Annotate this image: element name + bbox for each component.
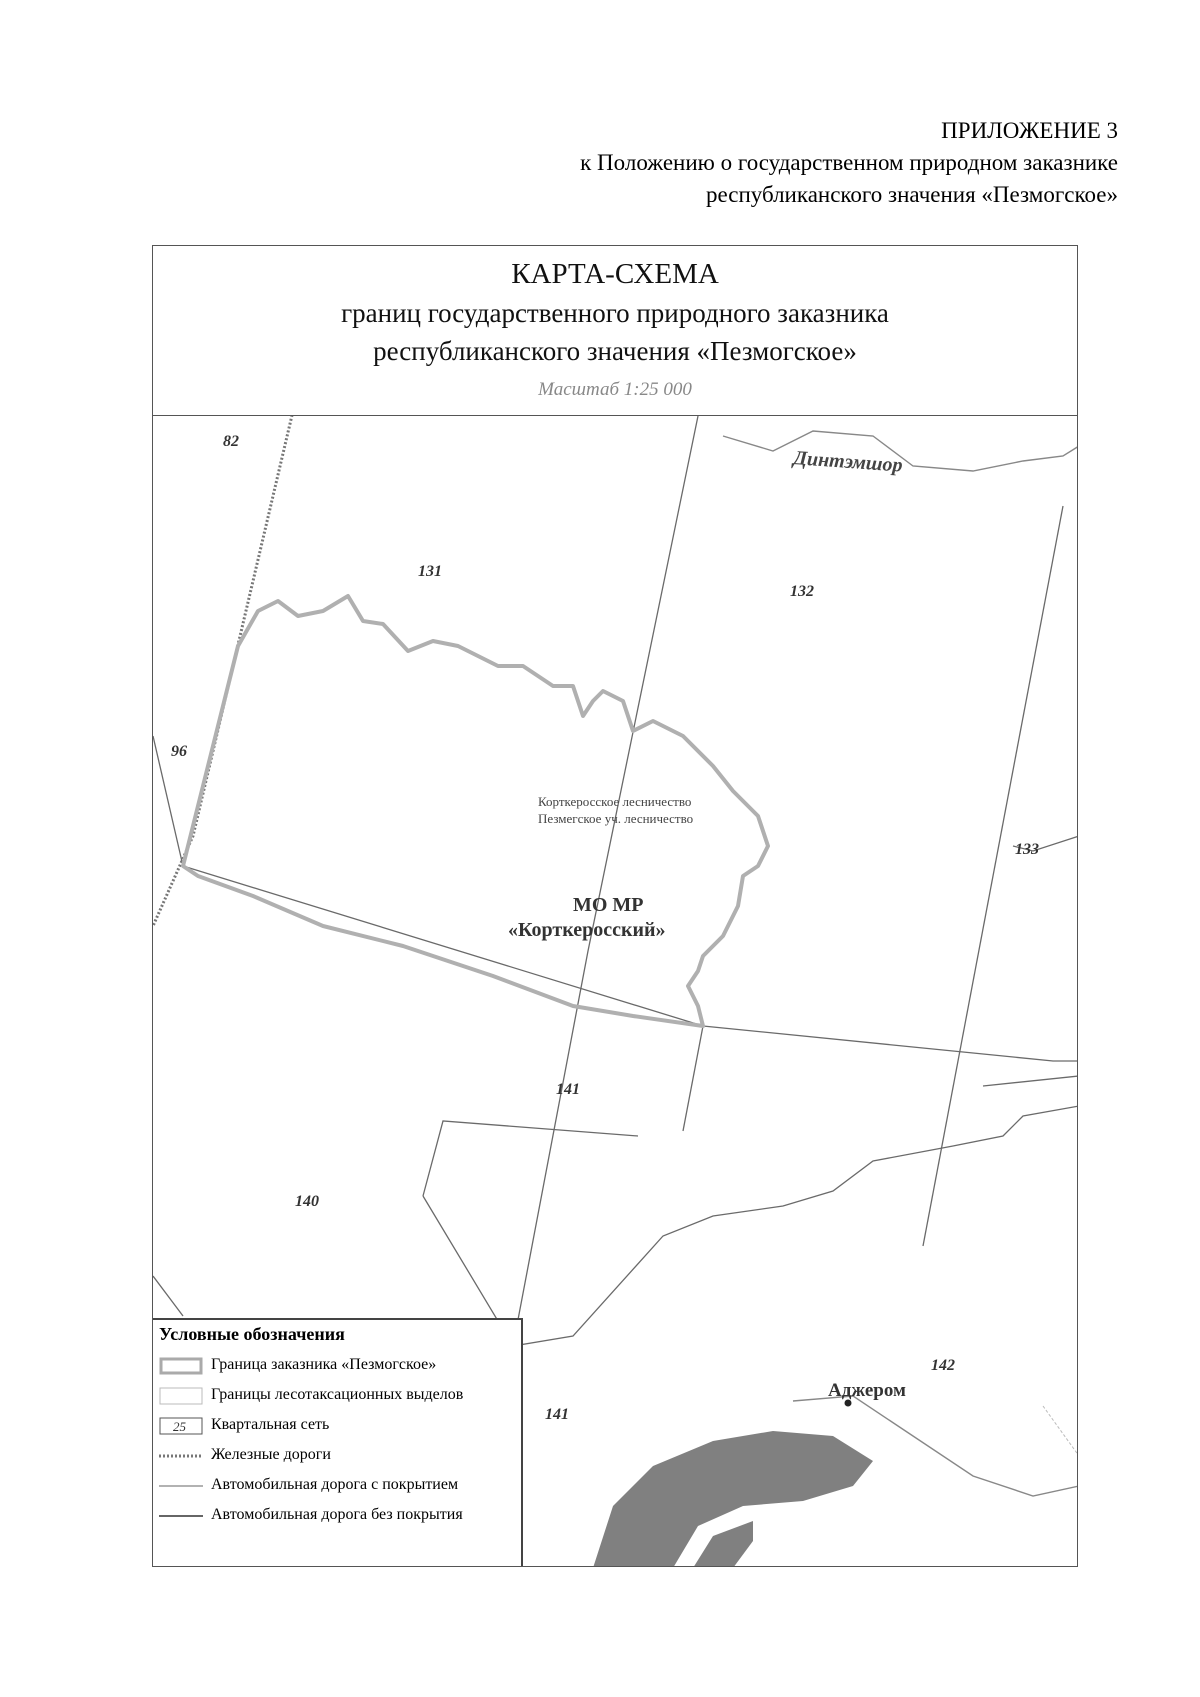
quarter-grid-symbol bbox=[159, 1417, 203, 1435]
quarter-number: 133 bbox=[1015, 841, 1039, 858]
legend-item bbox=[153, 1504, 523, 1530]
village-name: Аджером bbox=[828, 1380, 906, 1401]
map-legend bbox=[153, 1318, 523, 1566]
reserve-boundary-symbol bbox=[159, 1357, 203, 1375]
quarter-number: 131 bbox=[418, 563, 442, 580]
river-arm bbox=[693, 1521, 753, 1567]
legend-item bbox=[153, 1444, 523, 1470]
map-subtitle-line1: границ государственного природного заказника bbox=[341, 298, 889, 328]
quarter-number: 132 bbox=[790, 583, 814, 600]
municipality-label: МО МР bbox=[573, 894, 644, 916]
quarter-number: 141 bbox=[545, 1406, 569, 1423]
quarter-grid-sample: 25 bbox=[173, 1419, 186, 1434]
legend-label: Автомобильная дорога без покрытия bbox=[211, 1506, 463, 1523]
quarter-number: 141 bbox=[556, 1081, 580, 1098]
grid-line-east-tick-2 bbox=[983, 1076, 1078, 1086]
paved-road-symbol bbox=[159, 1477, 203, 1495]
grid-line-141-east bbox=[683, 1026, 703, 1131]
legend-item bbox=[153, 1474, 523, 1500]
quarter-number: 140 bbox=[295, 1193, 319, 1210]
municipality-name: «Корткеросский» bbox=[508, 919, 666, 941]
railway-symbol bbox=[159, 1447, 203, 1465]
grid-line-142 bbox=[423, 1106, 1078, 1346]
map-title-block bbox=[153, 246, 1077, 416]
quarter-number: 142 bbox=[931, 1357, 955, 1374]
forestry-sublabel: Пезмегское уч. лесничество bbox=[538, 811, 694, 826]
grid-line-132-133 bbox=[923, 506, 1063, 1246]
river-bank-dotted bbox=[1043, 1406, 1078, 1456]
grid-line-141-south bbox=[423, 1121, 638, 1196]
forestry-label: Корткеросское лесничество bbox=[538, 794, 692, 809]
quarter-number: 82 bbox=[223, 433, 239, 450]
quarter-grid bbox=[153, 416, 1078, 1346]
legend-item bbox=[153, 1414, 523, 1440]
grid-line-131-132 bbox=[513, 416, 698, 1346]
legend-label: Граница заказника «Пезмогское» bbox=[211, 1356, 437, 1373]
quarter-number: 96 bbox=[171, 743, 187, 760]
swamp-name: Динтэмшор bbox=[792, 447, 904, 477]
grid-line-sw bbox=[153, 1276, 183, 1316]
map-frame bbox=[152, 245, 1078, 1567]
map-scale: Масштаб 1:25 000 bbox=[538, 379, 692, 400]
legend-title: Условные обозначения bbox=[159, 1324, 345, 1344]
appendix-number: ПРИЛОЖЕНИЕ 3 bbox=[941, 118, 1118, 143]
railway-line bbox=[153, 411, 293, 926]
legend-item bbox=[153, 1384, 523, 1410]
appendix-reserve-name: республиканского значения «Пезмогское» bbox=[705, 182, 1118, 207]
forest-plot-boundary-symbol bbox=[159, 1387, 203, 1405]
unpaved-road-symbol bbox=[159, 1507, 203, 1525]
appendix-reference: к Положению о государственном природном заказнике bbox=[580, 150, 1118, 175]
legend-label: Железные дороги bbox=[211, 1446, 331, 1463]
map-title: КАРТА-СХЕМА bbox=[511, 258, 719, 290]
map-subtitle-line2: республиканского значения «Пезмогское» bbox=[373, 336, 857, 366]
river bbox=[593, 1396, 1078, 1567]
legend-label: Границы лесотаксационных выделов bbox=[211, 1386, 464, 1403]
legend-item bbox=[153, 1354, 523, 1380]
legend-label: Автомобильная дорога с покрытием bbox=[211, 1476, 459, 1493]
legend-label: Квартальная сеть bbox=[211, 1416, 330, 1433]
